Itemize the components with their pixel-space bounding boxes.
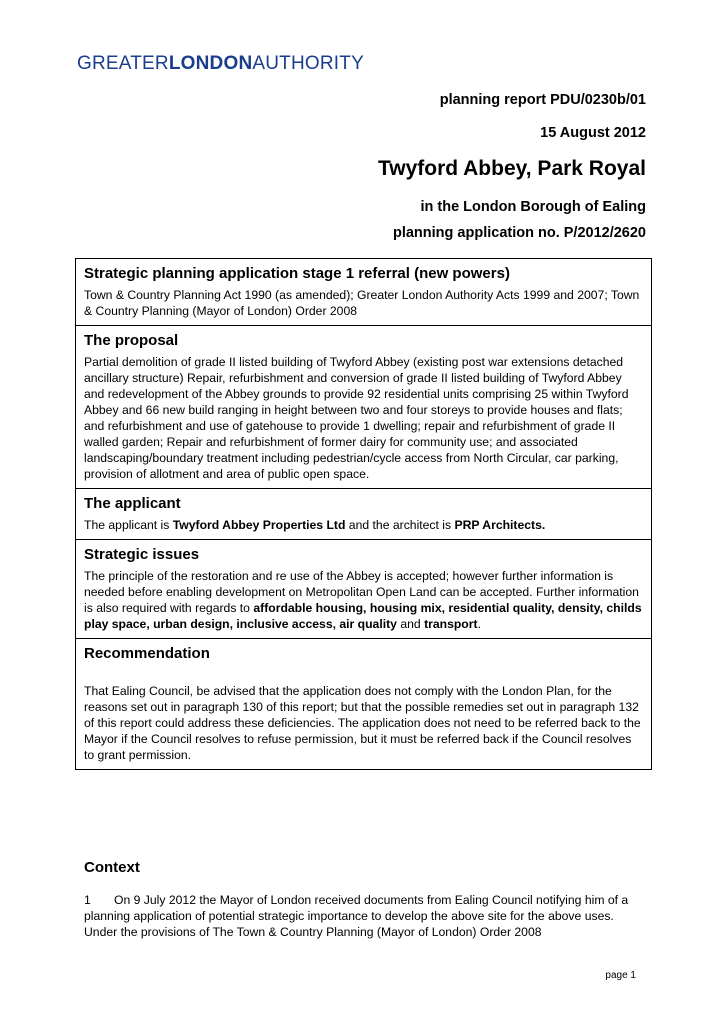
recommendation-heading: Recommendation	[84, 645, 210, 662]
recommendation-text: That Ealing Council, be advised that the application does not comply with the London Plan, for the reasons set out in paragraph 130 of this report; but that the possible remedies set out in paragraph 132 of this report could address these deficiencies. The application does not need to be referred back to the Mayor if the Council resolves to refuse permission, but it must be referred back if the Council resolves to grant permission.	[84, 684, 641, 762]
applicant-text: The applicant is Twyford Abbey Properties Ltd and the architect is PRP Architects.	[84, 518, 546, 532]
page-number: page 1	[605, 970, 636, 981]
proposal-section	[76, 325, 651, 488]
referral-section	[76, 259, 651, 325]
issues-heading: Strategic issues	[84, 546, 200, 563]
borough: in the London Borough of Ealing	[420, 199, 646, 215]
referral-text: Town & Country Planning Act 1990 (as amended); Greater London Authority Acts 1999 and 2007; Town & Country Planning (Mayor of London) Order 2008	[84, 288, 640, 318]
paragraph-number: 1	[84, 893, 91, 907]
referral-heading: Strategic planning application stage 1 referral (new powers)	[84, 265, 510, 282]
issues-text: The principle of the restoration and re use of the Abbey is accepted; however further information is needed before enabling development on Metropolitan Open Land can be accepted. Further information is also required with regards to affordable housing, housing mix, residential quality, density, childs play space, urban design, inclusive access, air quality and transport.	[84, 569, 642, 631]
page-title: Twyford Abbey, Park Royal	[377, 157, 646, 180]
summary-box	[75, 258, 652, 770]
proposal-text: Partial demolition of grade II listed building of Twyford Abbey (existing post war extensions detached ancillary structure) Repair, refurbishment and conversion of grade II listed building of Twyford Abbey and redevelopment of the Abbey grounds to provide 92 residential units comprising 25 within Twyford Abbey and 66 new build ranging in height between two and four storeys to provide houses and flats; and refurbishment and use of gatehouse to provide 1 dwelling; repair and refurbishment of grade II walled garden; Repair and refurbishment of former dairy for community use; and associated landscaping/boundary treatment including pedestrian/cycle access from North Circular, car parking, provision of allotment and area of public open space.	[84, 355, 629, 481]
proposal-heading: The proposal	[84, 332, 179, 349]
report-number: planning report PDU/0230b/01	[439, 92, 646, 108]
applicant-section	[76, 488, 651, 539]
application-number: planning application no. P/2012/2620	[392, 225, 646, 241]
context-paragraph: 1 On 9 July 2012 the Mayor of London received documents from Ealing Council notifying him of a planning application of potential strategic importance to develop the above site for the above uses. Under the provisions of The Town & Country Planning (Mayor of London) Order 2008	[84, 893, 629, 939]
issues-section	[76, 539, 651, 638]
recommendation-section	[76, 638, 651, 769]
context-heading: Context	[84, 859, 140, 876]
gla-logo: GREATERLONDONAUTHORITY	[77, 53, 364, 74]
applicant-heading: The applicant	[84, 495, 181, 512]
report-date: 15 August 2012	[540, 125, 646, 141]
